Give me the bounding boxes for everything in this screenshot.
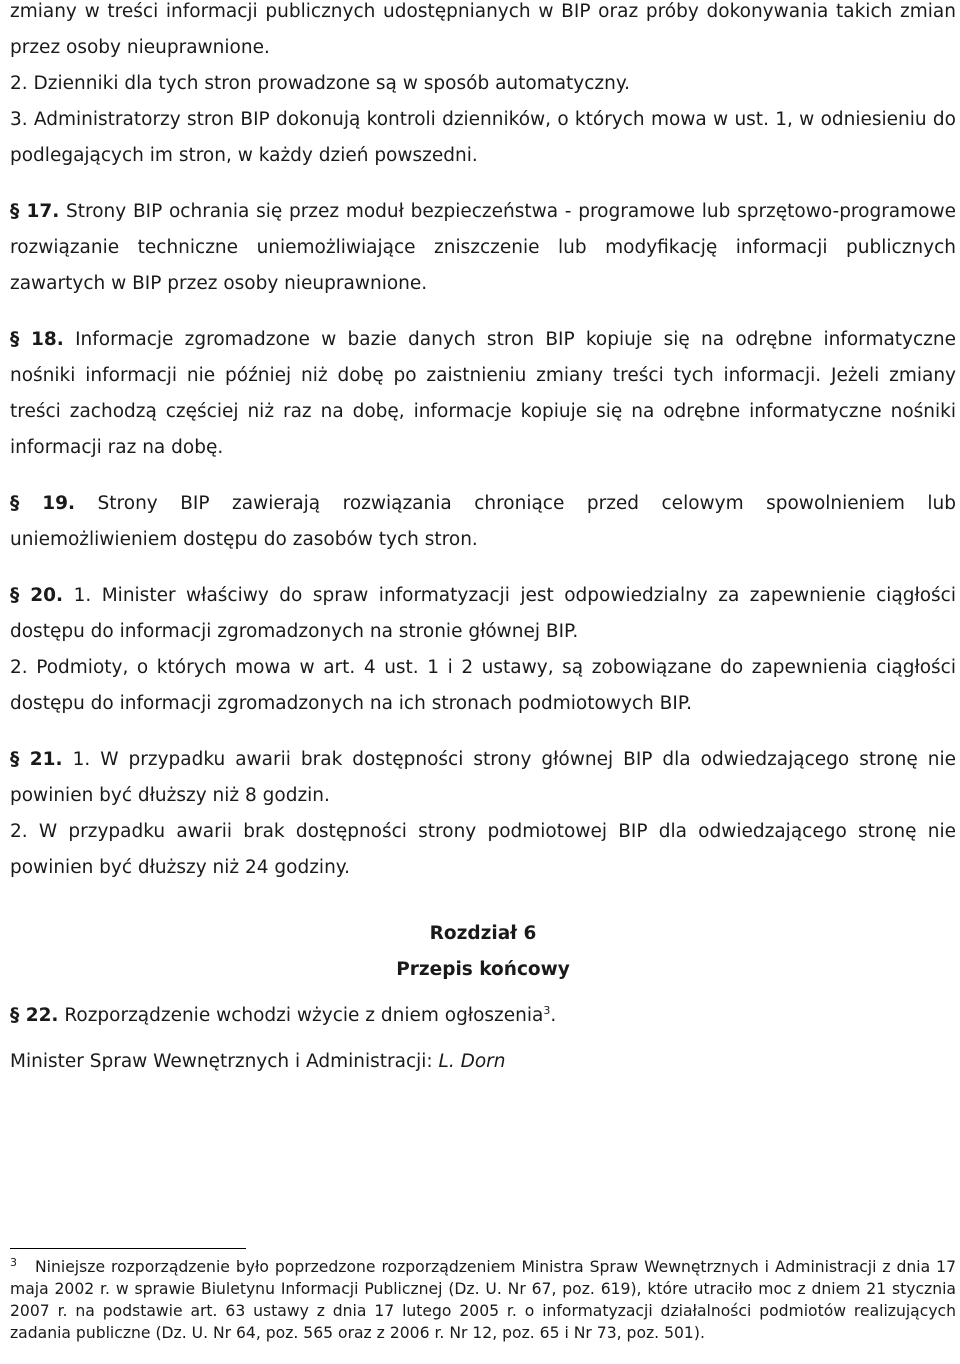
- section-21-para-1: [10, 742, 956, 814]
- paragraph-item-3: 3. Administratorzy stron BIP dokonują kontroli dzienników, o których mowa w ust. 1, w odniesieniu do podlegających im stron, w każdy dzień powszedni.: [10, 109, 956, 166]
- footnote-reference[interactable]: 3: [543, 1003, 551, 1017]
- section-text: 1. Minister właściwy do spraw informatyzacji jest odpowiedzialny za zapewnienie ciągłości dostępu do informacji zgromadzonych na stronie głównej BIP.: [10, 585, 956, 642]
- section-20-para-1: [10, 578, 956, 650]
- section-21-para-2: 2. W przypadku awarii brak dostępności strony podmiotowej BIP dla odwiedzającego stronę nie powinien być dłuższy niż 24 godziny.: [10, 821, 956, 878]
- signature-name: L. Dorn: [438, 1051, 506, 1072]
- footnote-divider: [10, 1248, 246, 1249]
- section-end: .: [550, 1005, 557, 1026]
- section-number: § 19.: [10, 493, 76, 514]
- section-text: Informacje zgromadzone w bazie danych stron BIP kopiuje się na odrębne informatyczne nośniki informacji nie później niż dobę po zaistnieniu zmiany treści tych informacji. Jeżeli zmiany treści zachodzą częściej niż raz na dobę, informacje kopiuje się na odrębne informatyczne nośniki informacji raz na dobę.: [10, 329, 956, 458]
- section-text: Strony BIP ochrania się przez moduł bezpieczeństwa - programowe lub sprzętowo-programowe rozwiązanie techniczne uniemożliwiające zniszczenie lub modyfikację informacji publicznych zawartych w BIP przez osoby nieuprawnione.: [10, 201, 956, 294]
- section-text: Strony BIP zawierają rozwiązania chroniące przed celowym spowolnieniem lub uniemożliwieniem dostępu do zasobów tych stron.: [10, 493, 957, 550]
- section-number: § 18.: [10, 329, 64, 350]
- footnote: [10, 1256, 956, 1344]
- signature-label: Minister Spraw Wewnętrznych i Administracji:: [10, 1051, 439, 1072]
- section-17: [10, 194, 956, 302]
- paragraph-continuation: zmiany w treści informacji publicznych udostępnianych w BIP oraz próby dokonywania takich zmian przez osoby nieuprawnione.: [10, 1, 956, 58]
- section-text: Rozporządzenie wchodzi wżycie z dniem ogłoszenia: [58, 1005, 544, 1026]
- paragraph-item-2: 2. Dzienniki dla tych stron prowadzone są w sposób automatyczny.: [10, 73, 631, 94]
- section-22: [10, 998, 956, 1034]
- section-number: § 17.: [10, 201, 60, 222]
- section-20-para-2: 2. Podmioty, o których mowa w art. 4 ust. 1 i 2 ustawy, są zobowiązane do zapewnienia ciągłości dostępu do informacji zgromadzonych na ich stronach podmiotowych BIP.: [10, 657, 956, 714]
- document-page: [10, 0, 956, 1080]
- section-19: [10, 486, 956, 558]
- footnote-number: 3: [10, 1255, 17, 1269]
- chapter-title: Rozdział 6: [429, 923, 537, 944]
- section-number: § 21.: [10, 749, 63, 770]
- chapter-subtitle: Przepis końcowy: [396, 959, 570, 980]
- section-text: 1. W przypadku awarii brak dostępności strony głównej BIP dla odwiedzającego stronę nie powinien być dłuższy niż 8 godzin.: [10, 749, 956, 806]
- footnote-text: Niniejsze rozporządzenie było poprzedzone rozporządzeniem Ministra Spraw Wewnętrznych i Administracji z dnia 17 maja 2002 r. w sprawie Biuletynu Informacji Publicznej (Dz. U. Nr 67, poz. 619), które utraciło moc z dniem 21 stycznia 2007 r. na podstawie art. 63 ustawy z dnia 17 lutego 2005 r. o informatyzacji działalności podmiotów realizujących zadania publiczne (Dz. U. Nr 64, poz. 565 oraz z 2006 r. Nr 12, poz. 65 i Nr 73, poz. 501).: [10, 1258, 956, 1342]
- section-18: [10, 322, 956, 466]
- signature-line: [10, 1044, 956, 1080]
- section-number: § 20.: [10, 585, 64, 606]
- section-number: § 22.: [10, 1005, 59, 1026]
